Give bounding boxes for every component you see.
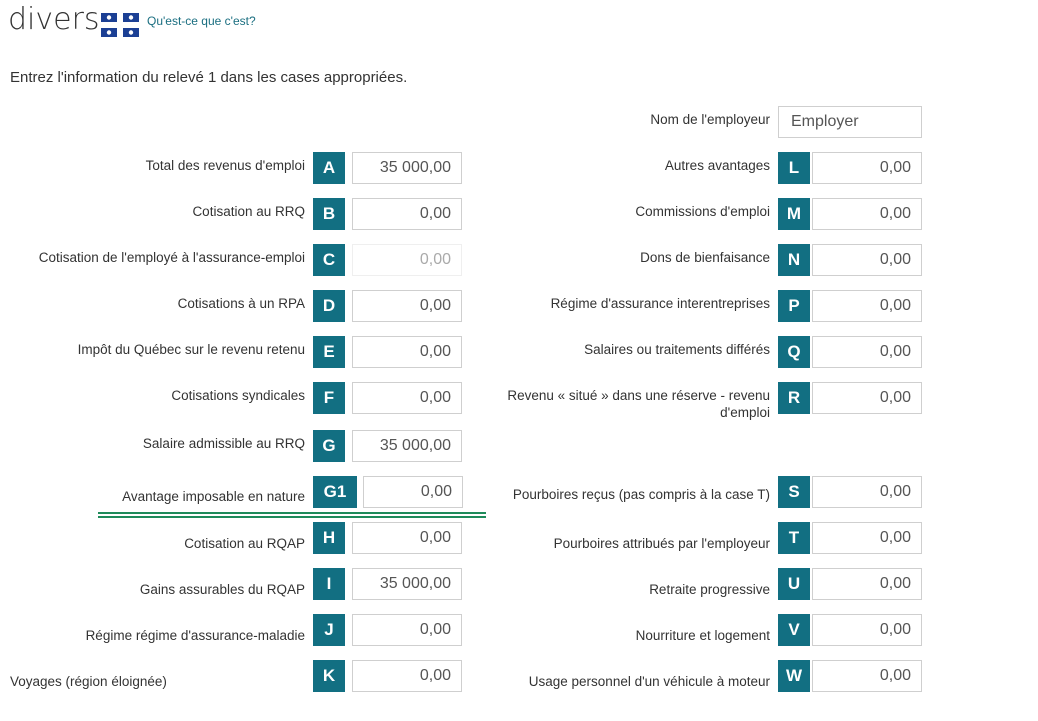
box-w-badge: W [778, 660, 810, 692]
box-n-badge: N [778, 244, 810, 276]
box-s-badge: S [778, 476, 810, 508]
box-c-input [352, 244, 462, 276]
box-m-badge: M [778, 198, 810, 230]
box-r-badge: R [778, 382, 810, 414]
page-title: divers [8, 2, 100, 37]
quebec-flag-icon [101, 13, 139, 37]
box-v-input[interactable] [812, 614, 922, 646]
label-box-n: Dons de bienfaisance [640, 250, 770, 265]
box-u-badge: U [778, 568, 810, 600]
label-box-l: Autres avantages [664, 158, 770, 173]
box-a-badge: A [313, 152, 345, 184]
label-box-p: Régime d'assurance interentreprises [550, 296, 770, 311]
box-j-input[interactable] [352, 614, 462, 646]
box-g1-badge: G1 [313, 476, 357, 508]
employer-label: Nom de l'employeur [650, 112, 770, 127]
label-box-g: Salaire admissible au RRQ [142, 436, 305, 451]
label-box-a: Total des revenus d'emploi [145, 158, 305, 173]
label-box-h: Cotisation au RQAP [184, 536, 305, 551]
label-box-q: Salaires ou traitements différés [584, 342, 770, 357]
box-h-input[interactable] [352, 522, 462, 554]
label-box-r: Revenu « situé » dans une réserve - revenu d'emploi [507, 388, 770, 420]
box-v-badge: V [778, 614, 810, 646]
box-s-input[interactable] [812, 476, 922, 508]
box-a-input[interactable] [352, 152, 462, 184]
box-g1-input[interactable] [363, 476, 463, 508]
box-p-input[interactable] [812, 290, 922, 322]
box-f-badge: F [313, 382, 345, 414]
box-k-badge: K [313, 660, 345, 692]
box-n-input[interactable] [812, 244, 922, 276]
help-link[interactable]: Qu'est-ce que c'est? [147, 14, 256, 28]
box-w-input[interactable] [812, 660, 922, 692]
label-box-b: Cotisation au RRQ [192, 204, 305, 219]
box-t-badge: T [778, 522, 810, 554]
intro-text: Entrez l'information du relevé 1 dans les cases appropriées. [10, 69, 408, 86]
box-b-input[interactable] [352, 198, 462, 230]
label-box-w: Usage personnel d'un véhicule à moteur [528, 674, 770, 689]
box-q-input[interactable] [812, 336, 922, 368]
label-box-d: Cotisations à un RPA [177, 296, 305, 311]
box-q-badge: Q [778, 336, 810, 368]
box-j-badge: J [313, 614, 345, 646]
box-l-input[interactable] [812, 152, 922, 184]
label-box-j: Régime régime d'assurance-maladie [85, 628, 305, 643]
label-box-m: Commissions d'emploi [635, 204, 770, 219]
box-i-input[interactable] [352, 568, 462, 600]
label-box-k: Voyages (région éloignée) [10, 674, 167, 689]
box-k-input[interactable] [352, 660, 462, 692]
box-g-badge: G [313, 430, 345, 462]
box-i-badge: I [313, 568, 345, 600]
label-box-s: Pourboires reçus (pas compris à la case T) [512, 487, 770, 502]
box-e-badge: E [313, 336, 345, 368]
employer-name-input[interactable] [778, 106, 922, 138]
box-l-badge: L [778, 152, 810, 184]
label-box-c: Cotisation de l'employé à l'assurance-emploi [38, 250, 305, 265]
label-box-t: Pourboires attribués par l'employeur [553, 536, 770, 551]
label-box-e: Impôt du Québec sur le revenu retenu [77, 342, 305, 357]
box-f-input[interactable] [352, 382, 462, 414]
box-d-input[interactable] [352, 290, 462, 322]
box-h-badge: H [313, 522, 345, 554]
label-box-g1: Avantage imposable en nature [122, 489, 305, 504]
label-box-v: Nourriture et logement [635, 628, 770, 643]
label-box-u: Retraite progressive [649, 582, 770, 597]
box-p-badge: P [778, 290, 810, 322]
box-c-badge: C [313, 244, 345, 276]
box-g-input[interactable] [352, 430, 462, 462]
label-box-f: Cotisations syndicales [171, 388, 305, 403]
box-r-input[interactable] [812, 382, 922, 414]
box-m-input[interactable] [812, 198, 922, 230]
highlight-underline [98, 512, 486, 518]
box-d-badge: D [313, 290, 345, 322]
box-e-input[interactable] [352, 336, 462, 368]
label-box-i: Gains assurables du RQAP [139, 582, 305, 597]
box-t-input[interactable] [812, 522, 922, 554]
box-u-input[interactable] [812, 568, 922, 600]
box-b-badge: B [313, 198, 345, 230]
